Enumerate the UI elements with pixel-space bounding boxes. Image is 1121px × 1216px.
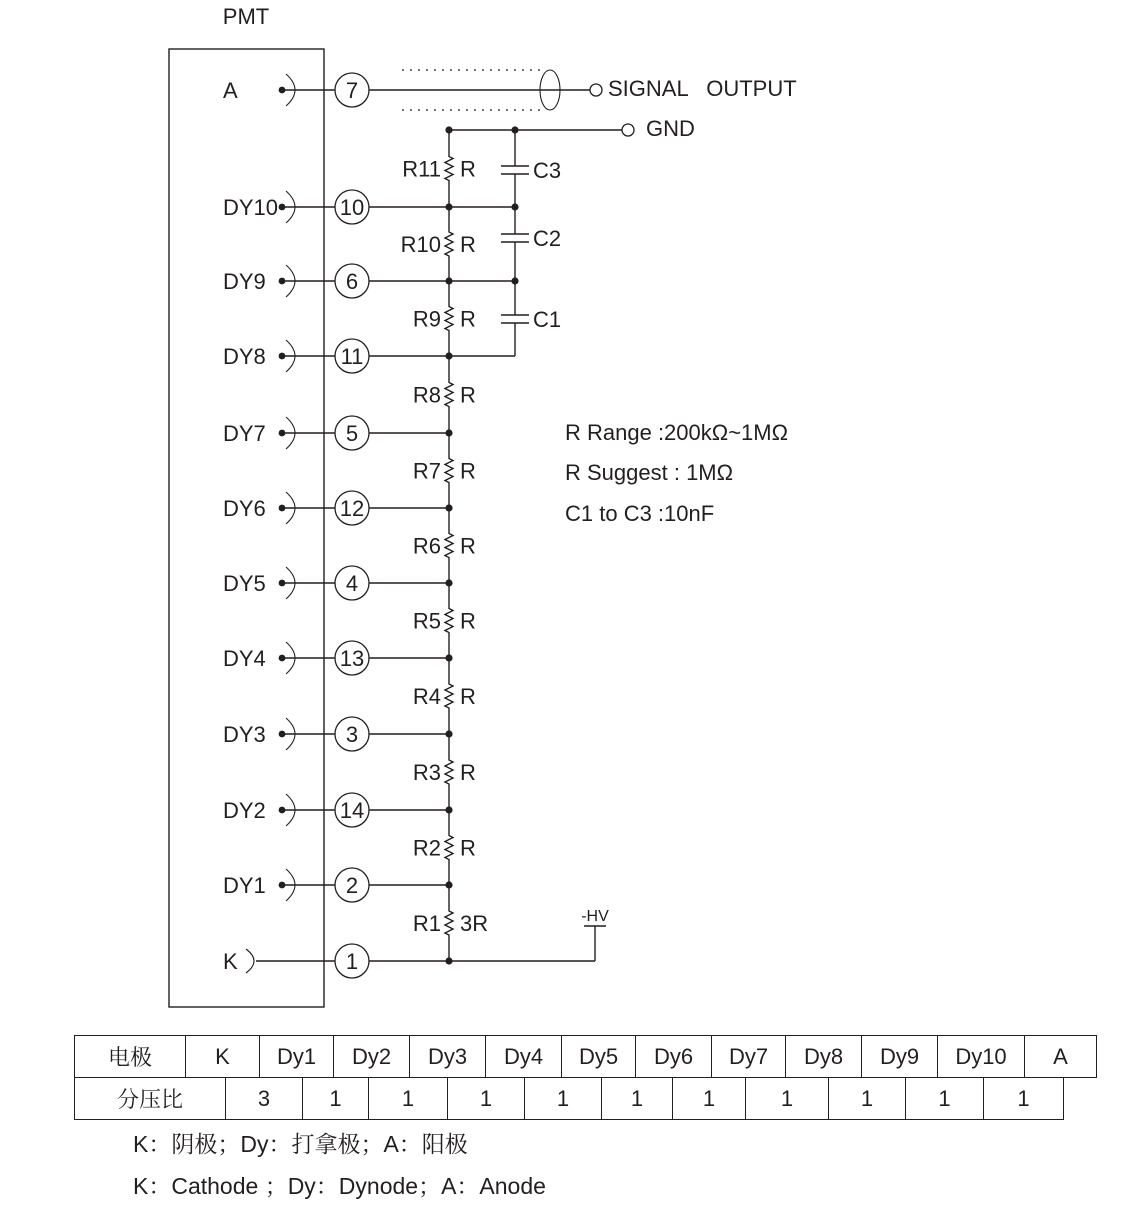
electrode-label: DY2: [223, 798, 266, 823]
pin-number: 14: [339, 798, 365, 823]
resistor-name: R7: [412, 458, 441, 484]
gnd-label: GND: [646, 116, 695, 141]
pin-number: 12: [339, 496, 365, 521]
electrode-dy7: [223, 416, 453, 450]
electrode-cell: Dy2: [334, 1036, 410, 1078]
pin-number: 13: [339, 646, 365, 671]
pin-number: 2: [345, 873, 359, 898]
resistor-name: R4: [412, 684, 441, 709]
electrode-label: DY4: [223, 646, 266, 671]
electrode-label: DY1: [223, 873, 266, 898]
resistor-r10: [401, 207, 476, 281]
resistor-value: R: [460, 533, 476, 559]
ratio-cell: 1: [673, 1078, 746, 1120]
resistor-value: R: [460, 306, 476, 332]
note-r-range: R Range :200kΩ~1MΩ: [565, 420, 789, 445]
electrode-cell: Dy10: [938, 1036, 1025, 1078]
pmt-title: PMT: [222, 4, 270, 29]
resistor-r7: [413, 433, 476, 508]
resistor-name: R5: [412, 608, 441, 634]
electrode-dy8: [223, 339, 515, 373]
resistor-value: R: [460, 608, 476, 634]
ratio-cell: 1: [525, 1078, 602, 1120]
legend-english: K：Cathode ；Dy：Dynode；A：Anode: [133, 1173, 546, 1199]
pin-number: 11: [340, 344, 364, 369]
resistor-r11: [402, 130, 476, 207]
resistor-value: R: [460, 684, 476, 709]
note-r-suggest: R Suggest : 1MΩ: [565, 460, 734, 485]
resistor-value: R: [460, 835, 476, 861]
pin-number: 4: [345, 571, 359, 596]
electrode-label: DY9: [223, 269, 266, 294]
resistor-r5: [413, 583, 476, 658]
electrode-cell: Dy3: [410, 1036, 486, 1078]
resistor-name: R1: [412, 911, 441, 936]
resistor-name: R9: [412, 306, 441, 332]
electrode-cell: Dy9: [862, 1036, 938, 1078]
resistor-value: 3R: [460, 911, 489, 936]
electrode-label: DY5: [223, 571, 266, 596]
ratio-cell: 1: [906, 1078, 984, 1120]
pin-number: 10: [339, 195, 365, 220]
pmt-body: [169, 49, 324, 1007]
resistor-r6: [413, 508, 476, 583]
signal-output-coax: [368, 70, 602, 110]
resistor-r4: [413, 658, 476, 734]
electrode-label: A: [223, 78, 238, 103]
resistor-name: R6: [412, 533, 441, 559]
electrode-label: DY8: [223, 344, 266, 369]
electrode-k: [223, 944, 453, 978]
electrode-dy5: [223, 566, 453, 600]
electrode-table: [74, 1035, 1097, 1078]
ratio-cell: 1: [369, 1078, 448, 1120]
resistor-value: R: [460, 760, 476, 785]
resistor-r8: [413, 356, 476, 433]
electrode-label: K: [223, 949, 238, 974]
ratio-cell: 1: [303, 1078, 369, 1120]
resistor-r3: [413, 734, 476, 810]
electrode-dy9: [223, 264, 515, 298]
electrode-label: DY6: [223, 496, 266, 521]
electrode-cell: Dy5: [562, 1036, 636, 1078]
electrode-dy4: [223, 641, 453, 675]
hv-label: -HV: [581, 908, 609, 925]
resistor-name: R8: [412, 382, 441, 408]
pin-number: 7: [345, 78, 359, 103]
ratio-header-cell: 分压比: [75, 1078, 226, 1120]
resistor-name: R11: [402, 156, 441, 182]
resistor-name: R10: [400, 232, 441, 257]
pin-number: 1: [345, 949, 359, 974]
electrode-dy6: [223, 491, 453, 525]
electrode-dy10: [223, 190, 515, 224]
electrode-dy1: [223, 868, 453, 902]
electrode-a: [223, 73, 369, 107]
electrode-header-cell: 电极: [75, 1036, 186, 1078]
electrode-cell: A: [1025, 1036, 1097, 1078]
ratio-row: [75, 1078, 1064, 1120]
ratio-cell: 1: [829, 1078, 906, 1120]
electrode-cell: Dy7: [712, 1036, 786, 1078]
pin-number: 6: [345, 269, 359, 294]
capacitor-label-c2: C2: [533, 226, 562, 251]
electrode-label: DY3: [223, 722, 266, 747]
capacitor-branch: [501, 130, 529, 356]
resistor-value: R: [460, 382, 476, 408]
ratio-cell: 1: [448, 1078, 525, 1120]
pin-number: 3: [345, 722, 359, 747]
electrode-dy2: [223, 793, 453, 827]
resistor-name: R3: [412, 760, 441, 785]
electrode-label: DY10: [223, 195, 279, 220]
legend-chinese: K：阴极；Dy：打拿极；A：阳极: [133, 1131, 468, 1157]
ratio-cell: 1: [746, 1078, 829, 1120]
resistor-name: R2: [412, 835, 441, 861]
capacitor-label-c3: C3: [533, 158, 562, 183]
pin-number: 5: [345, 421, 359, 446]
ratio-table: [74, 1077, 1064, 1120]
ratio-cell: 1: [602, 1078, 673, 1120]
resistor-r9: [413, 281, 476, 356]
resistor-value: R: [460, 458, 476, 484]
electrode-dy3: [223, 717, 453, 751]
electrode-cell: Dy4: [486, 1036, 562, 1078]
ratio-cell: 1: [984, 1078, 1064, 1120]
signal-output-label: SIGNAL OUTPUT: [608, 76, 797, 101]
electrode-cell: Dy8: [786, 1036, 862, 1078]
electrode-cell: Dy1: [260, 1036, 334, 1078]
capacitor-label-c1: C1: [533, 307, 562, 332]
electrode-label: DY7: [223, 421, 266, 446]
resistor-r2: [413, 810, 476, 885]
electrode-cell: Dy6: [636, 1036, 712, 1078]
resistor-value: R: [460, 156, 476, 182]
note-c-value: C1 to C3 :10nF: [565, 501, 715, 526]
resistor-r1: [413, 885, 488, 961]
electrode-cell: K: [186, 1036, 260, 1078]
ratio-cell: 3: [226, 1078, 303, 1120]
gnd-line: [445, 124, 634, 136]
electrode-row: [75, 1036, 1097, 1078]
resistor-value: R: [460, 232, 476, 257]
